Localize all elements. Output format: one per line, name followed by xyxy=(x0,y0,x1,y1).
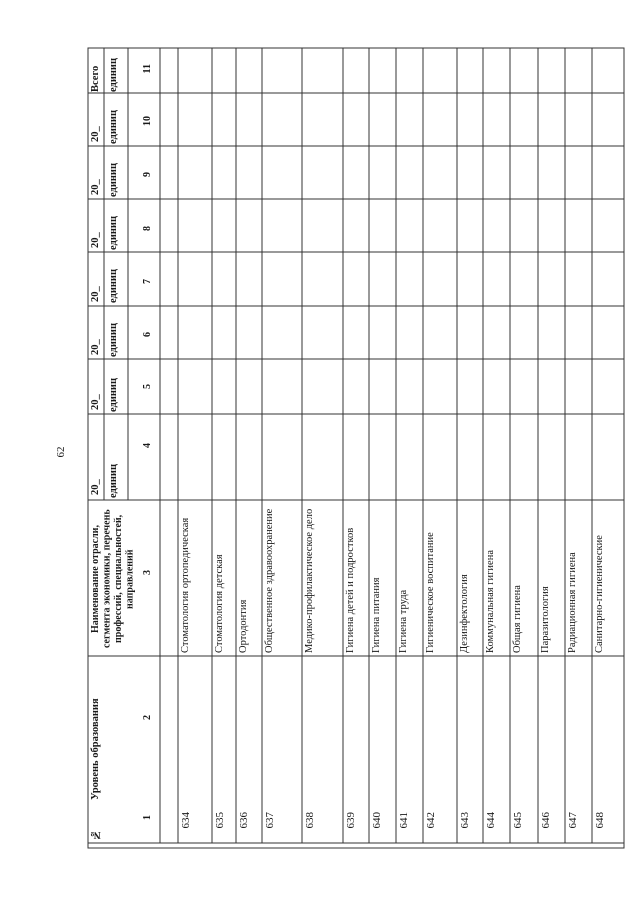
header-unit-4: единиц xyxy=(108,268,119,303)
header-no: № xyxy=(90,829,101,840)
header-year-2: 20_ xyxy=(90,394,101,410)
header-year-6: 20_ xyxy=(90,179,101,195)
header-unit-5: единиц xyxy=(108,215,119,250)
row-number: 645 xyxy=(512,812,524,829)
colnum-4: 4 xyxy=(142,443,153,448)
colnum-7: 7 xyxy=(142,279,153,284)
row-number: 636 xyxy=(238,812,250,829)
row-number: 640 xyxy=(371,812,383,829)
row-name: Радиационная гигиена xyxy=(567,552,578,653)
page-number: 62 xyxy=(55,446,67,458)
row-name: Общественное здравоохранение xyxy=(264,508,275,653)
colnum-2: 2 xyxy=(142,715,153,720)
row-name: Санитарно-гигиенические xyxy=(594,535,605,653)
row-name: Стоматология ортопедическая xyxy=(180,517,191,653)
header-year-3: 20_ xyxy=(90,339,101,355)
row-name: Медико-профилактическое дело xyxy=(304,508,315,653)
row-number: 644 xyxy=(485,812,497,829)
row-name: Гигиена питания xyxy=(371,577,382,653)
row-name: Паразитология xyxy=(540,586,551,653)
colnum-1: 1 xyxy=(142,815,153,820)
header-unit-3: единиц xyxy=(108,322,119,357)
colnum-9: 9 xyxy=(142,172,153,177)
header-name: Наименование отрасли, сегмента экономики, перечень профессий, специальностей, направлений xyxy=(90,509,136,649)
colnum-10: 10 xyxy=(142,116,153,126)
row-number: 634 xyxy=(180,812,192,829)
row-name: Гигиена труда xyxy=(398,589,409,653)
row-name: Ортодонтия xyxy=(238,599,249,653)
row-name: Стоматология детская xyxy=(214,554,225,653)
header-year-1: 20_ xyxy=(90,479,101,495)
header-year-4: 20_ xyxy=(90,286,101,302)
row-number: 635 xyxy=(214,812,226,829)
row-number: 647 xyxy=(567,812,579,829)
colnum-3: 3 xyxy=(142,570,153,575)
header-total: Всего xyxy=(90,65,101,92)
row-number: 648 xyxy=(594,812,606,829)
row-number: 643 xyxy=(459,812,471,829)
header-unit-6: единиц xyxy=(108,162,119,197)
colnum-11: 11 xyxy=(142,64,153,74)
header-unit-total: единиц xyxy=(108,57,119,92)
header-year-5: 20_ xyxy=(90,232,101,248)
colnum-6: 6 xyxy=(142,332,153,337)
row-name: Общая гигиена xyxy=(512,585,523,653)
header-unit-7: единиц xyxy=(108,109,119,144)
header-year-7: 20_ xyxy=(90,126,101,142)
colnum-5: 5 xyxy=(142,384,153,389)
row-name: Коммунальная гигиена xyxy=(485,550,496,653)
row-number: 646 xyxy=(540,812,552,829)
row-number: 639 xyxy=(345,812,357,829)
header-level: Уровень образования xyxy=(90,698,101,800)
row-number: 638 xyxy=(304,812,316,829)
colnum-8: 8 xyxy=(142,226,153,231)
header-unit-2: единиц xyxy=(108,377,119,412)
row-name: Гигиеническое воспитание xyxy=(425,532,436,653)
header-unit-1: единиц xyxy=(108,463,119,498)
row-number: 637 xyxy=(264,812,276,829)
row-name: Гигиена детей и подростков xyxy=(345,527,356,653)
row-name: Дезинфектология xyxy=(459,574,470,653)
row-number: 641 xyxy=(398,812,410,829)
row-number: 642 xyxy=(425,812,437,829)
